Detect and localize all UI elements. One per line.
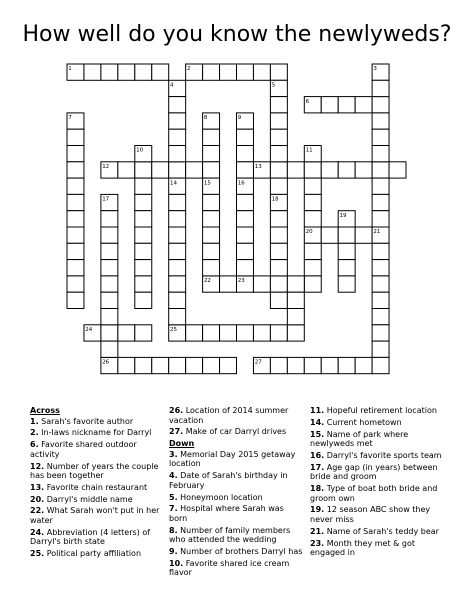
grid-cell[interactable] <box>304 243 321 259</box>
clue-number: 3. <box>169 449 178 459</box>
clue-text: Memorial Day 2015 getaway location <box>169 449 296 469</box>
grid-cell[interactable] <box>287 162 304 178</box>
grid-cell[interactable] <box>321 162 338 178</box>
clue-item <box>30 417 165 427</box>
clue-number: 4. <box>169 471 178 481</box>
clue-text: Number of brothers Darryl has <box>180 547 303 557</box>
grid-cell[interactable] <box>67 211 84 227</box>
grid-cell[interactable] <box>135 357 152 373</box>
clue-number: 14. <box>310 417 325 427</box>
grid-cell[interactable] <box>135 162 152 178</box>
grid-cell[interactable] <box>186 325 203 341</box>
grid-cell[interactable] <box>67 178 84 194</box>
grid-cell[interactable] <box>355 162 372 178</box>
clue-item <box>30 549 165 559</box>
grid-cell[interactable] <box>270 146 287 162</box>
grid-cell[interactable] <box>67 129 84 145</box>
grid-cell[interactable] <box>118 64 135 80</box>
grid-cell[interactable] <box>237 227 254 243</box>
clue-text: Number of family members who attended the wedding <box>169 525 291 545</box>
grid-cell[interactable] <box>169 260 186 276</box>
grid-cell[interactable] <box>304 276 321 292</box>
clue-number: 8. <box>169 525 178 535</box>
grid-cell[interactable] <box>355 357 372 373</box>
grid-cell[interactable] <box>220 276 237 292</box>
grid-cell[interactable] <box>220 325 237 341</box>
grid-cell[interactable] <box>101 341 118 357</box>
grid-cell[interactable] <box>287 292 304 308</box>
grid-cell[interactable] <box>118 325 135 341</box>
clue-text: Darryl's middle name <box>46 494 133 504</box>
clue-item <box>310 539 450 558</box>
grid-cell[interactable] <box>67 243 84 259</box>
grid-cell[interactable] <box>321 97 338 113</box>
grid-cell[interactable] <box>304 194 321 210</box>
grid-cell[interactable] <box>101 309 118 325</box>
grid-cell[interactable] <box>270 260 287 276</box>
clue-item <box>310 451 450 461</box>
grid-cell[interactable] <box>169 97 186 113</box>
grid-cell[interactable] <box>304 357 321 373</box>
grid-cell[interactable] <box>84 64 101 80</box>
clue-item <box>310 430 450 449</box>
clue-number: 17. <box>310 462 325 472</box>
clue-item <box>169 406 304 425</box>
grid-cell[interactable] <box>270 162 287 178</box>
clue-column-3 <box>310 406 450 560</box>
grid-cell[interactable] <box>203 194 220 210</box>
grid-cell[interactable] <box>355 97 372 113</box>
grid-cell[interactable] <box>169 292 186 308</box>
grid-cell[interactable] <box>372 97 389 113</box>
cell-number: 10 <box>136 147 144 154</box>
clue-item <box>310 418 450 428</box>
clue-text: Abbreviation (4 letters) of Darryl's birth state <box>30 527 151 547</box>
clue-number: 9. <box>169 547 178 557</box>
grid-cell[interactable] <box>152 357 169 373</box>
cell-number: 8 <box>203 115 208 122</box>
grid-cell[interactable] <box>270 129 287 145</box>
clue-item <box>30 528 165 547</box>
grid-cell[interactable] <box>135 292 152 308</box>
grid-cell[interactable] <box>203 260 220 276</box>
grid-cell[interactable] <box>304 260 321 276</box>
grid-cell[interactable] <box>270 243 287 259</box>
clue-item <box>30 483 165 493</box>
grid-cell[interactable] <box>287 276 304 292</box>
clue-text: Date of Sarah's birthday in February <box>169 471 288 490</box>
cell-number: 7 <box>68 115 72 122</box>
clue-text: Hopeful retirement location <box>326 406 437 415</box>
cell-number: 16 <box>237 180 245 187</box>
cell-number: 1 <box>68 66 72 73</box>
clue-item <box>310 463 450 482</box>
grid-cell[interactable] <box>101 325 118 341</box>
cell-number: 14 <box>170 180 177 187</box>
grid-cell[interactable] <box>237 162 254 178</box>
cell-number: 3 <box>373 66 377 73</box>
cell-number: 21 <box>373 229 381 236</box>
clue-item <box>169 471 304 490</box>
grid-cell[interactable] <box>203 64 220 80</box>
grid-cell[interactable] <box>152 162 169 178</box>
clue-number: 27. <box>169 427 184 437</box>
grid-cell[interactable] <box>118 162 135 178</box>
grid-cell[interactable] <box>372 113 389 129</box>
grid-cell[interactable] <box>270 292 287 308</box>
cell-number: 19 <box>339 212 347 219</box>
clue-text: Honeymoon location <box>180 492 263 502</box>
grid-cell[interactable] <box>338 357 355 373</box>
grid-cell[interactable] <box>169 113 186 129</box>
grid-cell[interactable] <box>135 227 152 243</box>
cell-number: 17 <box>102 196 110 203</box>
grid-cell[interactable] <box>372 80 389 96</box>
clue-item <box>169 493 304 503</box>
cell-number: 11 <box>305 147 313 154</box>
clue-text: What Sarah won't put in her water <box>30 506 160 526</box>
grid-cell[interactable] <box>169 146 186 162</box>
grid-cell[interactable] <box>118 357 135 373</box>
cell-number: 4 <box>170 82 174 89</box>
clue-item <box>30 462 165 481</box>
grid-cell[interactable] <box>237 146 254 162</box>
grid-cell[interactable] <box>321 227 338 243</box>
grid-cell[interactable] <box>372 357 389 373</box>
grid-cell[interactable] <box>220 357 237 373</box>
clue-text: Name of park where newlyweds met <box>310 429 409 449</box>
grid-cell[interactable] <box>253 64 270 80</box>
grid-cell[interactable] <box>169 162 186 178</box>
grid-cell[interactable] <box>287 325 304 341</box>
grid-cell[interactable] <box>237 243 254 259</box>
clue-number: 22. <box>30 506 45 516</box>
grid-cell[interactable] <box>67 146 84 162</box>
clue-text: Favorite shared outdoor activity <box>30 440 137 459</box>
clue-number: 16. <box>310 450 325 460</box>
grid-cell[interactable] <box>338 227 355 243</box>
grid-cell[interactable] <box>67 227 84 243</box>
grid-cell[interactable] <box>253 276 270 292</box>
clue-number: 25. <box>30 549 45 559</box>
clue-item <box>169 427 304 437</box>
clue-text: Sarah's favorite author <box>41 416 134 426</box>
grid-cell[interactable] <box>135 211 152 227</box>
cell-number: 26 <box>102 359 110 366</box>
cell-number: 22 <box>203 278 211 285</box>
grid-cell[interactable] <box>169 129 186 145</box>
grid-cell[interactable] <box>287 357 304 373</box>
clue-item <box>169 547 304 557</box>
grid-cell[interactable] <box>101 260 118 276</box>
grid-cell[interactable] <box>270 276 287 292</box>
grid-cell[interactable] <box>338 276 355 292</box>
grid-cell[interactable] <box>253 325 270 341</box>
grid-cell[interactable] <box>338 260 355 276</box>
grid-cell[interactable] <box>203 129 220 145</box>
grid-cell[interactable] <box>389 162 406 178</box>
clue-text: Type of boat both bride and groom own <box>310 484 438 503</box>
grid-cell[interactable] <box>135 260 152 276</box>
grid-cell[interactable] <box>135 178 152 194</box>
grid-cell[interactable] <box>338 243 355 259</box>
grid-cell[interactable] <box>372 211 389 227</box>
grid-cell[interactable] <box>237 260 254 276</box>
grid-cell[interactable] <box>338 97 355 113</box>
grid-cell[interactable] <box>237 64 254 80</box>
grid-cell[interactable] <box>237 194 254 210</box>
clue-number: 20. <box>30 494 45 504</box>
clue-text: Political party affiliation <box>46 549 142 559</box>
grid-cell[interactable] <box>203 243 220 259</box>
clue-number: 7. <box>169 504 178 514</box>
clue-text: Number of years the couple has been together <box>30 461 159 481</box>
grid-cell[interactable] <box>203 325 220 341</box>
cell-number: 20 <box>305 229 313 236</box>
grid-cell[interactable] <box>372 129 389 145</box>
grid-cell[interactable] <box>135 243 152 259</box>
grid-cell[interactable] <box>67 276 84 292</box>
grid-cell[interactable] <box>101 292 118 308</box>
clue-text: Hospital where Sarah was born <box>169 504 284 523</box>
grid-cell[interactable] <box>372 178 389 194</box>
grid-cell[interactable] <box>67 194 84 210</box>
grid-cell[interactable] <box>372 162 389 178</box>
grid-cell[interactable] <box>169 243 186 259</box>
clue-column-1 <box>30 406 165 561</box>
grid-cell[interactable] <box>169 211 186 227</box>
grid-cell[interactable] <box>270 64 287 80</box>
clue-item <box>30 428 165 438</box>
grid-cell[interactable] <box>372 292 389 308</box>
grid-cell[interactable] <box>220 64 237 80</box>
clue-number: 1. <box>30 416 39 426</box>
grid-cell[interactable] <box>355 227 372 243</box>
clue-number: 13. <box>30 482 45 492</box>
grid-cell[interactable] <box>135 64 152 80</box>
grid-cell[interactable] <box>186 162 203 178</box>
grid-cell[interactable] <box>169 227 186 243</box>
clue-number: 5. <box>169 492 178 502</box>
grid-cell[interactable] <box>169 276 186 292</box>
grid-cell[interactable] <box>101 64 118 80</box>
clue-item <box>169 526 304 545</box>
clue-item <box>310 505 450 524</box>
clue-item <box>30 440 165 459</box>
grid-cell[interactable] <box>270 178 287 194</box>
clue-text: In-laws nickname for Darryl <box>41 428 152 438</box>
cell-number: 13 <box>254 164 262 170</box>
grid-cell[interactable] <box>67 260 84 276</box>
grid-cell[interactable] <box>67 292 84 308</box>
grid-cell[interactable] <box>135 276 152 292</box>
grid-cell[interactable] <box>169 357 186 373</box>
clue-number: 10. <box>169 558 184 568</box>
grid-cell[interactable] <box>372 325 389 341</box>
clue-text: Location of 2014 summer vacation <box>169 406 289 425</box>
clue-column-2 <box>169 406 304 580</box>
clue-number: 26. <box>169 406 184 415</box>
clue-text: Favorite shared ice cream flavor <box>169 558 290 578</box>
grid-cell[interactable] <box>372 260 389 276</box>
grid-cell[interactable] <box>270 357 287 373</box>
clue-text: Name of Sarah's teddy bear <box>326 526 439 536</box>
grid-cell[interactable] <box>101 243 118 259</box>
down-heading: Down <box>169 439 195 449</box>
grid-cell[interactable] <box>203 357 220 373</box>
across-heading: Across <box>30 406 60 415</box>
clue-item <box>30 506 165 525</box>
grid-cell[interactable] <box>338 162 355 178</box>
grid-cell[interactable] <box>304 178 321 194</box>
cell-number: 24 <box>85 327 93 333</box>
clue-item <box>30 495 165 505</box>
clue-number: 23. <box>310 538 325 548</box>
grid-cell[interactable] <box>270 211 287 227</box>
clue-number: 2. <box>30 428 39 438</box>
grid-cell[interactable] <box>237 129 254 145</box>
clue-item <box>310 527 450 537</box>
grid-cell[interactable] <box>101 227 118 243</box>
grid-cell[interactable] <box>203 227 220 243</box>
clue-text: Month they met & got engaged in <box>310 538 416 558</box>
grid-cell[interactable] <box>203 146 220 162</box>
clue-number: 19. <box>310 505 325 515</box>
cell-number: 6 <box>305 98 310 105</box>
cell-number: 5 <box>271 82 276 89</box>
cell-number: 23 <box>237 278 245 285</box>
grid-cell[interactable] <box>270 113 287 129</box>
grid-cell[interactable] <box>304 211 321 227</box>
cell-number: 18 <box>271 196 279 203</box>
grid-cell[interactable] <box>186 357 203 373</box>
grid-cell[interactable] <box>372 276 389 292</box>
grid-cell[interactable] <box>237 325 254 341</box>
grid-cell[interactable] <box>372 341 389 357</box>
clue-number: 21. <box>310 526 325 536</box>
clue-text: Make of car Darryl drives <box>185 427 287 437</box>
grid-cell[interactable] <box>372 243 389 259</box>
clue-text: Favorite chain restaurant <box>46 482 148 492</box>
cell-number: 2 <box>186 66 191 73</box>
clue-number: 11. <box>310 406 325 415</box>
cell-number: 12 <box>102 164 110 170</box>
grid-cell[interactable] <box>67 162 84 178</box>
grid-cell[interactable] <box>270 325 287 341</box>
clue-text: 12 season ABC show they never miss <box>310 505 431 525</box>
grid-cell[interactable] <box>169 194 186 210</box>
clue-text: Darryl's favorite sports team <box>326 450 442 460</box>
grid-cell[interactable] <box>372 146 389 162</box>
grid-cell[interactable] <box>203 211 220 227</box>
clue-item <box>310 484 450 503</box>
grid-cell[interactable] <box>237 211 254 227</box>
clue-item <box>169 504 304 523</box>
grid-cell[interactable] <box>270 227 287 243</box>
clue-number: 12. <box>30 461 45 471</box>
grid-cell[interactable] <box>287 309 304 325</box>
grid-cell[interactable] <box>152 64 169 80</box>
cell-number: 27 <box>254 359 262 366</box>
grid-cell[interactable] <box>321 357 338 373</box>
grid-cell[interactable] <box>372 309 389 325</box>
page-title: How well do you know the newlyweds? <box>22 22 452 47</box>
clue-text: Age gap (in years) between bride and groom <box>310 462 438 482</box>
grid-cell[interactable] <box>135 194 152 210</box>
grid-cell[interactable] <box>101 276 118 292</box>
grid-cell[interactable] <box>203 162 220 178</box>
grid-cell[interactable] <box>304 162 321 178</box>
grid-cell[interactable] <box>270 97 287 113</box>
clue-number: 24. <box>30 527 45 537</box>
grid-cell[interactable] <box>135 325 152 341</box>
clue-item <box>169 450 304 469</box>
cell-number: 9 <box>237 115 242 122</box>
grid-cell[interactable] <box>169 309 186 325</box>
clue-number: 18. <box>310 484 325 494</box>
cell-number: 25 <box>170 327 177 333</box>
grid-cell[interactable] <box>372 194 389 210</box>
clue-item <box>310 406 450 416</box>
grid-cell[interactable] <box>101 211 118 227</box>
clue-text: Current hometown <box>326 417 402 427</box>
clue-number: 6. <box>30 440 39 450</box>
cell-number: 15 <box>203 180 211 187</box>
clue-number: 15. <box>310 429 325 439</box>
clue-item <box>169 559 304 578</box>
